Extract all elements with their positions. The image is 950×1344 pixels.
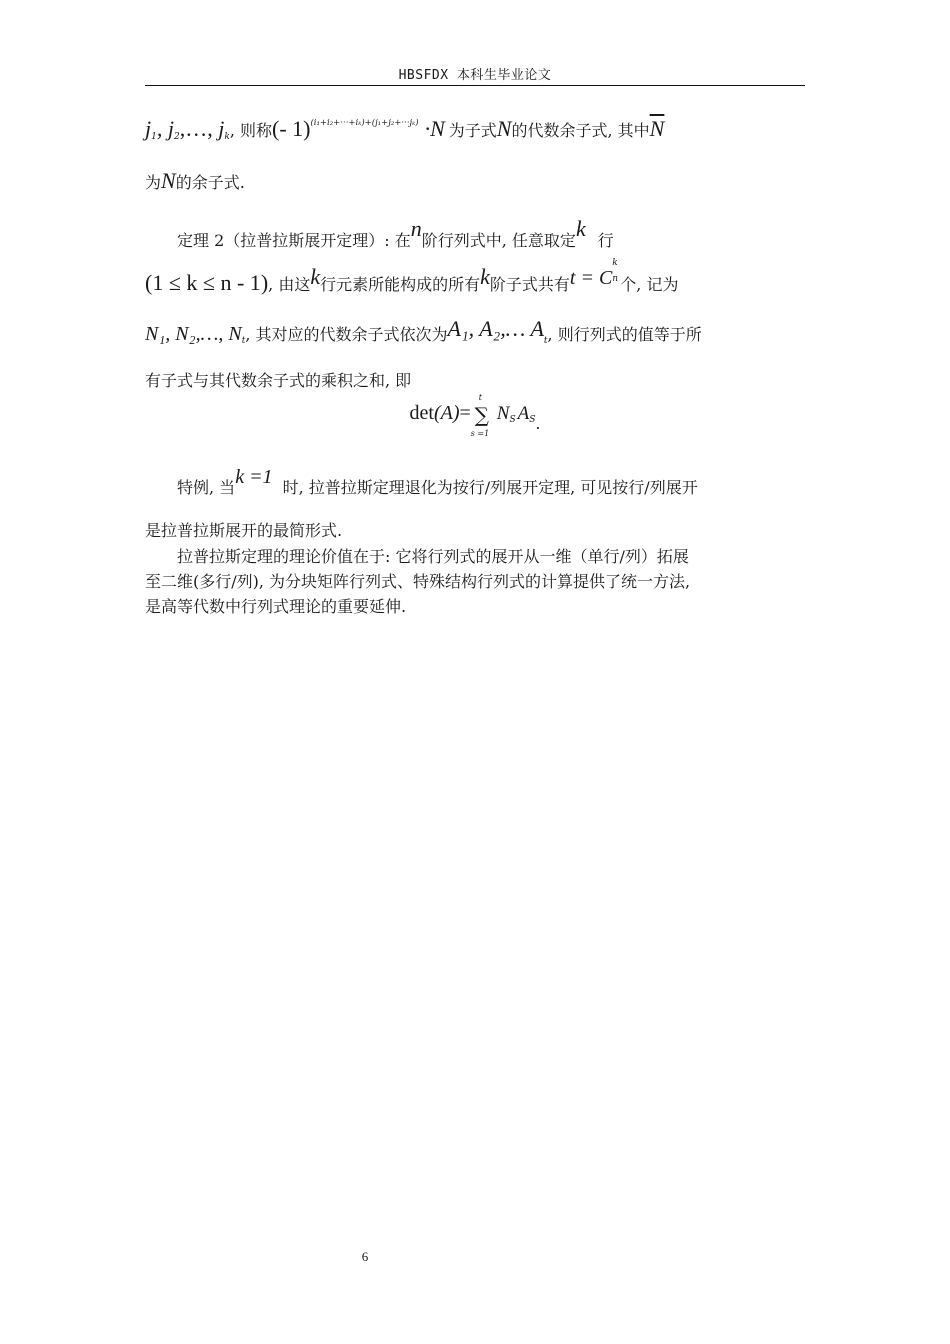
math-k: k (310, 264, 321, 289)
math-n-bar: $\overline{N}$ (649, 116, 665, 141)
math-range: (1 ≤ k ≤ n - 1) (145, 270, 269, 295)
text-run: 的余子式. (175, 173, 245, 192)
subscript: 1 (151, 132, 157, 142)
subscript: k (224, 132, 230, 142)
paragraph-complement-minor (145, 168, 807, 194)
header-rule (145, 85, 805, 86)
math-j: j (145, 116, 152, 141)
math-neg-one: (- 1) (272, 116, 311, 141)
text-run: 的代数余子式, 其中 (511, 121, 650, 140)
subscript: 2 (173, 132, 180, 142)
text-run: , 则称 (229, 121, 272, 140)
text-run: , 则行列式的值等于所 (547, 325, 702, 344)
math-n: N (496, 116, 512, 141)
theorem-2-line-3 (145, 316, 807, 346)
text-run: 特例, 当 (177, 478, 236, 497)
text-run: 行 (597, 231, 614, 250)
subscript: n (612, 274, 619, 284)
subscript: t (543, 336, 548, 346)
text-line: 拉普拉斯定理的理论价值在于: 它将行列式的展开从一维（单行/列）拓展 (177, 547, 689, 566)
theorem-2-line-1 (145, 216, 807, 251)
math-n: N (161, 168, 176, 193)
text-line: 至二维(多行/列), 为分块矩阵行列式、特殊结构行列式的计算提供了统一方法, (145, 572, 691, 591)
math-n: n (410, 216, 422, 241)
theorem-2-line-2 (145, 258, 807, 296)
math-n-list: N₁, N₂,…, N (145, 323, 242, 345)
text-run: 个, 记为 (620, 275, 679, 294)
subscript: S (529, 415, 536, 425)
text-run: 为 (145, 173, 162, 192)
text-run: 为子式 (448, 121, 497, 140)
math-n: N (496, 403, 510, 424)
math-j: j (167, 116, 174, 141)
math-a: A (517, 403, 530, 424)
math-a-list: A₁, A₂,… A (447, 316, 544, 341)
text-run: 行元素所能构成的所有 (320, 275, 481, 294)
page-number: 6 (361, 1249, 369, 1264)
text-run: 阶行列式中, 任意取定 (421, 231, 576, 250)
running-header: HBSFDX 本科生毕业论文 (398, 68, 552, 83)
math-j: j (218, 116, 225, 141)
math-t-eq: t = C (569, 267, 613, 289)
laplace-formula (0, 392, 950, 438)
text-line: 是高等代数中行列式理论的重要延伸. (145, 597, 407, 616)
special-case-line-1 (145, 466, 807, 498)
period: . (535, 414, 541, 433)
theorem-2-line-4: 有子式与其代数余子式的乘积之和, 即 (145, 371, 412, 390)
sum-symbol: ∑ (474, 402, 489, 427)
summation (470, 392, 493, 438)
math-n-bar: ·N (424, 116, 445, 141)
sum-lower-limit: s =1 (470, 428, 490, 438)
math-k: k (575, 216, 586, 241)
special-case-line-2: 是拉普拉斯展开的最简形式. (145, 521, 343, 540)
text-run: 阶子式共有 (489, 275, 570, 294)
paragraph-cofactor-definition: $j_1$, $j_2,\dots$, $j_k$, 则称(- 1)$^{(i_1+i_2+\cdot\cdot\cdot+i_k)+(j_1+j_2+\cdot\cdot\cdot j_k)}$ ·N 为子式N的代数余子式, 其中$\overline{N}$ (145, 116, 665, 142)
math-a: (A) (433, 402, 460, 424)
math-equals: = (459, 402, 471, 424)
superscript: k (612, 258, 618, 268)
math-det: det (409, 402, 434, 424)
subscript: t (241, 336, 246, 346)
math-exponent: (i₁+i₂+···+iₖ)+(j₁+j₂+···jₖ) (310, 118, 419, 128)
math-k: k (480, 264, 490, 289)
text-run: 时, 拉普拉斯定理退化为按行/列展开定理, 可见按行/列展开 (282, 478, 698, 497)
closing-paragraph (145, 544, 807, 619)
theorem-label: 定理 2（拉普拉斯展开定理）: 在 (177, 231, 411, 250)
math-k-equals-1: k =1 (235, 466, 273, 488)
text-run: , 其对应的代数余子式依次为 (245, 325, 448, 344)
subscript: S (509, 415, 516, 425)
sum-upper-limit: t (478, 392, 482, 402)
text-run: , 由这 (268, 275, 311, 294)
